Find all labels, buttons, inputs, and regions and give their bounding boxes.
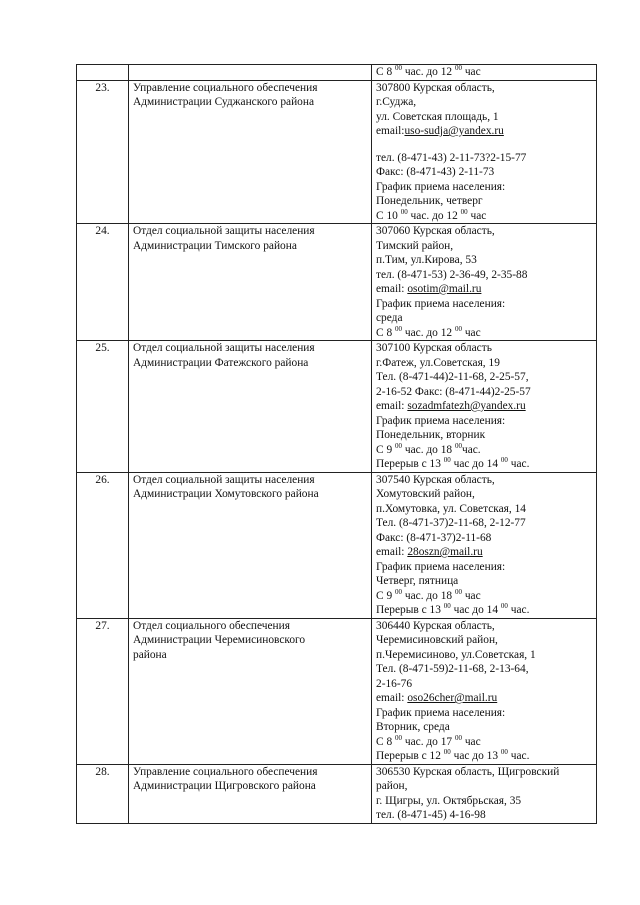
contact-text: email: bbox=[376, 283, 408, 295]
office-name-line: Отдел социальной защиты населения bbox=[133, 225, 315, 237]
contact-text: График приема населения: bbox=[376, 706, 506, 719]
contact-info bbox=[372, 764, 597, 823]
contact-line bbox=[376, 779, 592, 794]
row-number: 25. bbox=[77, 341, 129, 473]
table-row bbox=[77, 224, 597, 341]
contact-line bbox=[376, 662, 592, 677]
contact-line bbox=[376, 370, 592, 385]
office-name-line: района bbox=[133, 648, 167, 661]
contact-text: С 10 bbox=[376, 209, 401, 222]
contact-text: тел. (8-471-53) 2-36-49, 2-35-88 bbox=[376, 268, 528, 281]
time-minutes-superscript: 00 bbox=[454, 441, 462, 450]
email-link[interactable]: 28oszn@mail.ru bbox=[407, 546, 483, 558]
contact-line bbox=[376, 428, 592, 443]
contact-text: час bbox=[467, 209, 487, 222]
office-name bbox=[129, 472, 372, 618]
contact-info bbox=[372, 341, 597, 473]
contact-line bbox=[376, 516, 592, 531]
contact-line bbox=[376, 457, 592, 472]
office-name-line: Управление социального обеспечения bbox=[133, 81, 318, 94]
contact-line bbox=[376, 65, 592, 80]
contact-text: Понедельник, четверг bbox=[376, 195, 483, 207]
contact-info bbox=[372, 472, 597, 618]
contact-text: Тел. (8-471-59)2-11-68, 2-13-64, bbox=[376, 663, 529, 675]
contact-text: Факс: (8-471-43) 2-11-73 bbox=[376, 166, 495, 178]
contact-text: час. bbox=[507, 458, 530, 470]
contact-line bbox=[376, 224, 592, 239]
row-number: 24. bbox=[77, 224, 129, 341]
contact-line bbox=[376, 124, 592, 139]
contact-text: час bbox=[461, 326, 481, 339]
contact-text: График приема населения: bbox=[376, 297, 506, 310]
contact-text: График приема населения: bbox=[376, 414, 506, 427]
contact-line bbox=[376, 443, 592, 458]
contact-text: С 8 bbox=[376, 735, 395, 748]
contact-text: тел. (8-471-43) 2-11-73?2-15-77 bbox=[376, 151, 527, 164]
contact-text: 306440 Курская область, bbox=[376, 619, 495, 632]
email-link[interactable]: uso-sudja@yandex.ru bbox=[404, 125, 504, 137]
table-row bbox=[77, 341, 597, 473]
time-minutes-superscript: 00 bbox=[460, 207, 468, 216]
time-minutes-superscript: 00 bbox=[443, 456, 451, 465]
contact-text: час bbox=[461, 735, 481, 748]
contact-line bbox=[376, 545, 592, 560]
contact-line bbox=[376, 735, 592, 750]
contact-line bbox=[376, 95, 592, 110]
contact-text: час. до 12 bbox=[402, 326, 455, 339]
contact-text: час. bbox=[461, 443, 481, 456]
row-number: 26. bbox=[77, 472, 129, 618]
contact-text: п.Черемисиново, ул.Советская, 1 bbox=[376, 648, 536, 661]
contact-text: Черемисиновский район, bbox=[376, 634, 498, 646]
contact-text: час. до 18 bbox=[402, 443, 455, 456]
contact-text: ул. Советская площадь, 1 bbox=[376, 110, 499, 123]
contact-text: час до 14 bbox=[450, 604, 501, 616]
table-row bbox=[77, 65, 597, 81]
contact-line bbox=[376, 194, 592, 209]
contact-text: час. bbox=[507, 750, 530, 762]
contact-text: район, bbox=[376, 780, 408, 792]
contact-text: Перерыв с 13 bbox=[376, 458, 444, 470]
contact-info bbox=[372, 224, 597, 341]
contact-text: Тимский район, bbox=[376, 239, 454, 252]
contact-text: 307800 Курская область, bbox=[376, 81, 495, 94]
contact-text: час до 14 bbox=[450, 458, 501, 470]
contact-text: Перерыв с 13 bbox=[376, 604, 444, 616]
contact-text: Вторник, среда bbox=[376, 721, 450, 733]
contact-text: час до 13 bbox=[450, 750, 501, 762]
contact-line bbox=[376, 399, 592, 414]
contact-text: час. bbox=[507, 604, 530, 616]
contact-text: Факс: (8-471-37)2-11-68 bbox=[376, 531, 492, 544]
contact-text: email: bbox=[376, 125, 405, 137]
time-minutes-superscript: 00 bbox=[454, 64, 462, 73]
time-minutes-superscript: 00 bbox=[500, 456, 508, 465]
contact-line bbox=[376, 487, 592, 502]
contact-line bbox=[376, 151, 592, 166]
contact-text: email: bbox=[376, 546, 408, 558]
contact-text: п.Тим, ул.Кирова, 53 bbox=[376, 254, 477, 266]
row-number bbox=[77, 65, 129, 81]
time-minutes-superscript: 00 bbox=[454, 324, 462, 333]
time-minutes-superscript: 00 bbox=[395, 733, 402, 742]
row-number: 28. bbox=[77, 764, 129, 823]
email-link[interactable]: sozadmfatezh@yandex.ru bbox=[407, 400, 526, 412]
office-name-line: Управление социального обеспечения bbox=[133, 765, 318, 778]
contact-text: среда bbox=[376, 312, 403, 324]
contact-text: Тел. (8-471-44)2-11-68, 2-25-57, bbox=[376, 371, 529, 383]
office-name bbox=[129, 224, 372, 341]
contact-line bbox=[376, 297, 592, 312]
offices-table bbox=[76, 64, 597, 824]
contact-text: г.Суджа, bbox=[376, 96, 417, 108]
time-minutes-superscript: 00 bbox=[454, 733, 462, 742]
contact-text: тел. (8-471-45) 4-16-98 bbox=[376, 809, 486, 821]
table-row bbox=[77, 618, 597, 764]
contact-line bbox=[376, 268, 592, 283]
contact-text: С 9 bbox=[376, 443, 395, 456]
contact-line bbox=[376, 794, 592, 809]
table-row bbox=[77, 764, 597, 823]
contact-text: Тел. (8-471-37)2-11-68, 2-12-77 bbox=[376, 517, 526, 529]
contact-text: Четверг, пятница bbox=[376, 575, 459, 587]
time-minutes-superscript: 00 bbox=[395, 587, 402, 596]
contact-line bbox=[376, 619, 592, 634]
contact-line bbox=[376, 706, 592, 721]
office-name-line: Администрации Щигровского района bbox=[133, 780, 316, 792]
contact-text: Хомутовский район, bbox=[376, 488, 475, 500]
contact-line bbox=[376, 239, 592, 254]
contact-line bbox=[376, 253, 592, 268]
contact-line bbox=[376, 720, 592, 735]
table-body bbox=[77, 65, 597, 824]
contact-text: час bbox=[461, 589, 481, 602]
contact-text: г.Фатеж, ул.Советская, 19 bbox=[376, 356, 500, 369]
office-name-line: Администрации Суджанского района bbox=[133, 96, 315, 108]
office-name bbox=[129, 341, 372, 473]
time-minutes-superscript: 00 bbox=[443, 602, 451, 611]
contact-line bbox=[376, 180, 592, 195]
time-minutes-superscript: 00 bbox=[400, 207, 408, 216]
contact-line bbox=[376, 81, 592, 96]
time-minutes-superscript: 00 bbox=[500, 602, 508, 611]
contact-line bbox=[376, 749, 592, 764]
contact-text: час. до 12 bbox=[402, 66, 455, 78]
office-name bbox=[129, 764, 372, 823]
contact-text: г. Щигры, ул. Октябрьская, 35 bbox=[376, 794, 522, 807]
contact-line bbox=[376, 311, 592, 326]
contact-text: График приема населения: bbox=[376, 180, 506, 193]
contact-line bbox=[376, 326, 592, 341]
time-minutes-superscript: 00 bbox=[500, 748, 508, 757]
contact-line bbox=[376, 385, 592, 400]
contact-line bbox=[376, 531, 592, 546]
contact-line bbox=[376, 808, 592, 823]
time-minutes-superscript: 00 bbox=[454, 587, 462, 596]
contact-line bbox=[376, 110, 592, 125]
office-name-line: Отдел социальной защиты населения bbox=[133, 342, 315, 354]
contact-text: час. до 17 bbox=[402, 735, 455, 748]
contact-line bbox=[376, 209, 592, 224]
contact-text: 307100 Курская область bbox=[376, 342, 492, 354]
contact-text: 307540 Курская область, bbox=[376, 473, 495, 486]
time-minutes-superscript: 00 bbox=[395, 441, 402, 450]
office-name bbox=[129, 618, 372, 764]
contact-text: час. до 12 bbox=[407, 209, 461, 222]
office-name bbox=[129, 65, 372, 81]
contact-line bbox=[376, 502, 592, 517]
contact-line bbox=[376, 356, 592, 371]
contact-text: п.Хомутовка, ул. Советская, 14 bbox=[376, 502, 526, 515]
contact-text: Понедельник, вторник bbox=[376, 429, 486, 441]
time-minutes-superscript: 00 bbox=[395, 324, 402, 333]
contact-info bbox=[372, 80, 597, 224]
contact-text: 2-16-76 bbox=[376, 677, 413, 690]
contact-line bbox=[376, 473, 592, 488]
contact-line bbox=[376, 341, 592, 356]
office-name bbox=[129, 80, 372, 224]
contact-text: График приема населения: bbox=[376, 560, 506, 573]
contact-text: час. до 18 bbox=[402, 589, 455, 602]
time-minutes-superscript: 00 bbox=[443, 748, 451, 757]
contact-text: час bbox=[461, 66, 481, 78]
email-link[interactable]: osotim@mail.ru bbox=[407, 283, 482, 295]
contact-line bbox=[376, 633, 592, 648]
contact-line bbox=[376, 677, 592, 692]
contact-line bbox=[376, 165, 592, 180]
contact-line bbox=[376, 560, 592, 575]
contact-info bbox=[372, 618, 597, 764]
office-name-line: Администрации Черемисиновского bbox=[133, 634, 306, 646]
table-row bbox=[77, 472, 597, 618]
contact-info bbox=[372, 65, 597, 81]
contact-line bbox=[376, 603, 592, 618]
contact-text: С 9 bbox=[376, 589, 395, 602]
contact-text: Перерыв с 12 bbox=[376, 750, 444, 762]
contact-text: 307060 Курская область, bbox=[376, 225, 495, 237]
office-name-line: Администрации Хомутовского района bbox=[133, 488, 319, 500]
office-name-line: Администрации Фатежского района bbox=[133, 356, 309, 369]
table-row bbox=[77, 80, 597, 224]
time-minutes-superscript: 00 bbox=[395, 64, 402, 73]
contact-text: С 8 bbox=[376, 66, 395, 78]
contact-text: 2-16-52 Факс: (8-471-44)2-25-57 bbox=[376, 385, 531, 398]
contact-line bbox=[376, 648, 592, 663]
office-name-line: Отдел социального обеспечения bbox=[133, 619, 290, 632]
contact-line bbox=[376, 765, 592, 780]
contact-line bbox=[376, 589, 592, 604]
email-link[interactable]: oso26cher@mail.ru bbox=[407, 692, 498, 704]
contact-text: email: bbox=[376, 692, 408, 704]
contact-line bbox=[376, 691, 592, 706]
contact-line bbox=[376, 574, 592, 589]
office-name-line: Администрации Тимского района bbox=[133, 239, 297, 252]
office-name-line: Отдел социальной защиты населения bbox=[133, 473, 315, 486]
contact-text: С 8 bbox=[376, 326, 395, 339]
row-number: 23. bbox=[77, 80, 129, 224]
contact-text: email: bbox=[376, 400, 408, 412]
contact-text: 306530 Курская область, Щигровский bbox=[376, 765, 560, 778]
contact-line bbox=[376, 414, 592, 429]
row-number: 27. bbox=[77, 618, 129, 764]
contact-line bbox=[376, 282, 592, 297]
